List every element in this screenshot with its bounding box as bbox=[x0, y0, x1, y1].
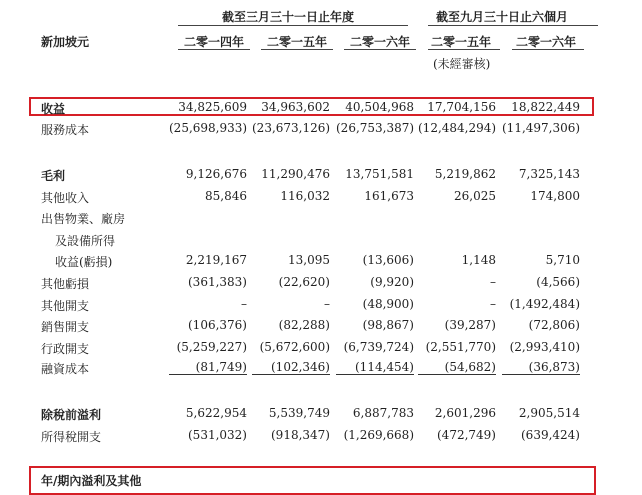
unaudited-note: (未經審核) bbox=[433, 57, 491, 71]
row-value: 13,751,581 bbox=[345, 167, 414, 181]
row-value: 2,601,296 bbox=[434, 406, 496, 420]
row-label: 其他開支 bbox=[41, 299, 90, 313]
row-value: 1,148 bbox=[461, 253, 496, 267]
row-value: 85,846 bbox=[205, 189, 247, 203]
row-label: 出售物業、廠房 bbox=[41, 212, 126, 226]
row-value: (36,873) bbox=[502, 360, 580, 375]
footer-label: 年/期內溢利及其他 bbox=[41, 474, 142, 488]
row-value: 5,710 bbox=[545, 253, 580, 267]
row-value: 34,963,602 bbox=[261, 100, 330, 114]
row-value: (106,376) bbox=[188, 318, 247, 332]
row-label: 其他虧損 bbox=[41, 277, 90, 291]
row-value: 2,905,514 bbox=[518, 406, 580, 420]
row-value: – bbox=[490, 297, 496, 311]
row-value: (5,672,600) bbox=[259, 340, 330, 354]
group1-rule bbox=[178, 25, 408, 26]
year-rule-3 bbox=[344, 49, 416, 50]
year-2016-half: 二零一六年 bbox=[516, 35, 577, 49]
year-2015-half: 二零一五年 bbox=[431, 35, 492, 49]
row-value: (26,753,387) bbox=[336, 121, 415, 135]
row-value: (25,698,933) bbox=[169, 121, 248, 135]
group2-title: 截至九月三十日止六個月 bbox=[436, 10, 569, 24]
row-label: 所得稅開支 bbox=[41, 430, 102, 444]
company-label: 新加坡元 bbox=[41, 35, 90, 49]
row-value: (23,673,126) bbox=[252, 121, 331, 135]
group1-title: 截至三月三十一日止年度 bbox=[222, 10, 355, 24]
row-value: 7,325,143 bbox=[518, 167, 580, 181]
row-value: (6,739,724) bbox=[343, 340, 414, 354]
row-value: 18,822,449 bbox=[511, 100, 580, 114]
row-label: 行政開支 bbox=[41, 342, 90, 356]
row-value: (82,288) bbox=[278, 318, 330, 332]
row-value: 161,673 bbox=[364, 189, 414, 203]
row-value: (1,492,484) bbox=[509, 297, 580, 311]
year-rule-5 bbox=[512, 49, 584, 50]
row-value: (13,606) bbox=[362, 253, 414, 267]
row-value: 5,622,954 bbox=[185, 406, 247, 420]
row-label: 銷售開支 bbox=[41, 320, 90, 334]
row-label: 其他收入 bbox=[41, 191, 90, 205]
row-value: 174,800 bbox=[530, 189, 580, 203]
row-label: 毛利 bbox=[41, 169, 66, 183]
year-rule-2 bbox=[261, 49, 333, 50]
row-value: (1,269,668) bbox=[343, 428, 414, 442]
row-value: 116,032 bbox=[280, 189, 330, 203]
row-value: (39,287) bbox=[444, 318, 496, 332]
row-label: 收益(虧損) bbox=[55, 255, 113, 269]
year-rule-4 bbox=[428, 49, 500, 50]
row-value: – bbox=[241, 297, 247, 311]
row-value: (98,867) bbox=[362, 318, 414, 332]
row-value: 11,290,476 bbox=[261, 167, 330, 181]
row-value: 6,887,783 bbox=[352, 406, 414, 420]
group2-rule bbox=[428, 25, 598, 26]
row-value: – bbox=[324, 297, 330, 311]
year-2014: 二零一四年 bbox=[184, 35, 245, 49]
year-rule-1 bbox=[178, 49, 250, 50]
row-value: (2,993,410) bbox=[509, 340, 580, 354]
row-label: 收益 bbox=[41, 102, 66, 116]
row-value: (4,566) bbox=[536, 275, 580, 289]
row-value: (531,032) bbox=[188, 428, 247, 442]
row-value: 34,825,609 bbox=[178, 100, 247, 114]
row-value: (12,484,294) bbox=[418, 121, 497, 135]
row-label: 除稅前溢利 bbox=[41, 408, 102, 422]
row-value: (48,900) bbox=[362, 297, 414, 311]
year-2015: 二零一五年 bbox=[267, 35, 328, 49]
row-value: 2,219,167 bbox=[185, 253, 247, 267]
row-value: (22,620) bbox=[278, 275, 330, 289]
row-value: (81,749) bbox=[169, 360, 247, 375]
row-value: 5,539,749 bbox=[268, 406, 330, 420]
row-value: (2,551,770) bbox=[425, 340, 496, 354]
row-value: (361,383) bbox=[188, 275, 247, 289]
year-2016: 二零一六年 bbox=[350, 35, 411, 49]
row-value: (72,806) bbox=[528, 318, 580, 332]
row-value: 5,219,862 bbox=[434, 167, 496, 181]
row-label: 融資成本 bbox=[41, 362, 90, 376]
row-value: 40,504,968 bbox=[345, 100, 414, 114]
row-value: – bbox=[490, 275, 496, 289]
row-value: 17,704,156 bbox=[427, 100, 496, 114]
row-value: (54,682) bbox=[418, 360, 496, 375]
row-value: (114,454) bbox=[336, 360, 414, 375]
row-value: (472,749) bbox=[437, 428, 496, 442]
row-value: (102,346) bbox=[252, 360, 330, 375]
row-value: (918,347) bbox=[271, 428, 330, 442]
row-value: 9,126,676 bbox=[185, 167, 247, 181]
row-value: (5,259,227) bbox=[176, 340, 247, 354]
row-label: 及設備所得 bbox=[55, 234, 116, 248]
row-label: 服務成本 bbox=[41, 123, 90, 137]
row-value: (9,920) bbox=[370, 275, 414, 289]
row-value: 13,095 bbox=[288, 253, 330, 267]
row-value: (11,497,306) bbox=[502, 121, 581, 135]
row-value: (639,424) bbox=[521, 428, 580, 442]
row-value: 26,025 bbox=[454, 189, 496, 203]
